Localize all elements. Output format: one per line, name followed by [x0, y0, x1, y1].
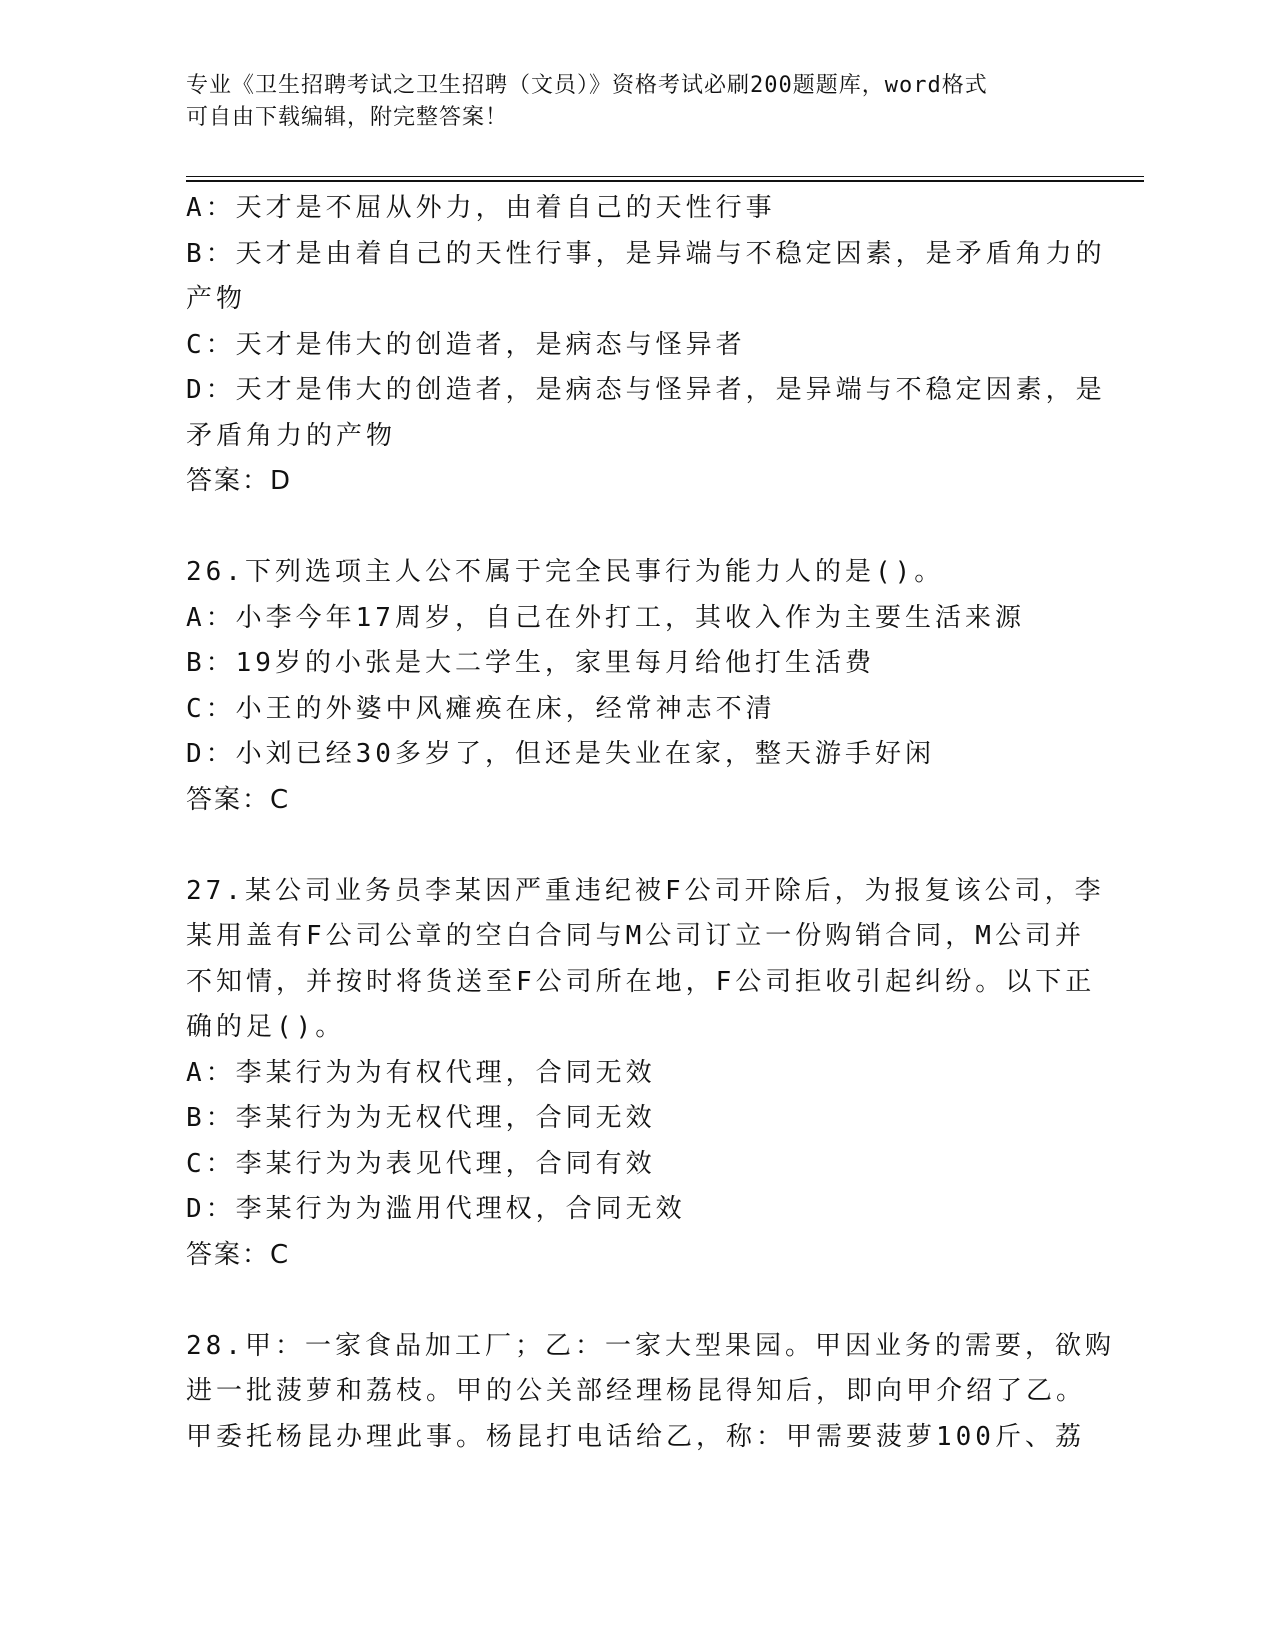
- question-27: [186, 869, 1105, 1279]
- option-d: D：天才是伟大的创造者，是病态与怪异者，是异端与不稳定因素，是: [186, 375, 1106, 405]
- spacer: [186, 1278, 1081, 1324]
- option-a: A：李某行为为有权代理，合同无效: [186, 1057, 656, 1088]
- option-a: A：小李今年17周岁，自己在外打工，其收入作为主要生活来源: [186, 602, 1025, 633]
- option-c: C：李某行为为表见代理，合同有效: [186, 1148, 656, 1179]
- question-stem: 26.下列选项主人公不属于完全民事行为能力人的是()。: [186, 557, 945, 587]
- question-stem-cont: 甲委托杨昆办理此事。杨昆打电话给乙，称：甲需要菠萝100斤、荔: [186, 1421, 1085, 1452]
- question-26: [186, 550, 1081, 823]
- option-b-cont: 产物: [186, 284, 247, 314]
- question-stem-cont: 确的足()。: [186, 1012, 346, 1042]
- answer: 答案：D: [186, 466, 293, 496]
- header-divider-thin: [186, 176, 1144, 177]
- question-stem-cont: 某用盖有F公司公章的空白合同与M公司订立一份购销合同，M公司并: [186, 921, 1085, 951]
- option-b: B：李某行为为无权代理，合同无效: [186, 1103, 656, 1133]
- answer: 答案：C: [186, 784, 291, 815]
- option-c: C：小王的外婆中风瘫痪在床，经常神志不清: [186, 693, 776, 724]
- question-stem: 27.某公司业务员李某因严重违纪被F公司开除后，为报复该公司，李: [186, 875, 1105, 906]
- question-stem: 28.甲：一家食品加工厂；乙：一家大型果园。甲因业务的需要，欲购: [186, 1330, 1115, 1361]
- spacer: [186, 823, 1081, 869]
- document-header: [186, 70, 1066, 134]
- answer: 答案：C: [186, 1239, 291, 1270]
- option-b: B：19岁的小张是大二学生，家里每月给他打生活费: [186, 648, 875, 678]
- header-line-2: 可自由下载编辑，附完整答案！: [186, 105, 509, 130]
- header-line-1: 专业《卫生招聘考试之卫生招聘（文员）》资格考试必刷200题题库，word格式: [186, 73, 988, 98]
- header-divider-thick: [186, 180, 1144, 182]
- option-d-cont: 矛盾角力的产物: [186, 420, 397, 451]
- question-28: [186, 1324, 1115, 1461]
- spacer: [186, 505, 1081, 551]
- option-b: B：天才是由着自己的天性行事，是异端与不稳定因素，是矛盾角力的: [186, 238, 1106, 269]
- document-body: [186, 186, 1115, 1460]
- option-d: D：小刘已经30多岁了，但还是失业在家，整天游手好闲: [186, 739, 935, 769]
- question-stem-cont: 不知情，并按时将货送至F公司所在地，F公司拒收引起纠纷。以下正: [186, 966, 1096, 997]
- option-c: C：天才是伟大的创造者，是病态与怪异者: [186, 329, 746, 360]
- question-stem-cont: 进一批菠萝和荔枝。甲的公关部经理杨昆得知后，即向甲介绍了乙。: [186, 1376, 1087, 1406]
- question-25: [186, 186, 1106, 505]
- option-a: A：天才是不屈从外力，由着自己的天性行事: [186, 193, 776, 223]
- option-d: D：李某行为为滥用代理权，合同无效: [186, 1194, 686, 1224]
